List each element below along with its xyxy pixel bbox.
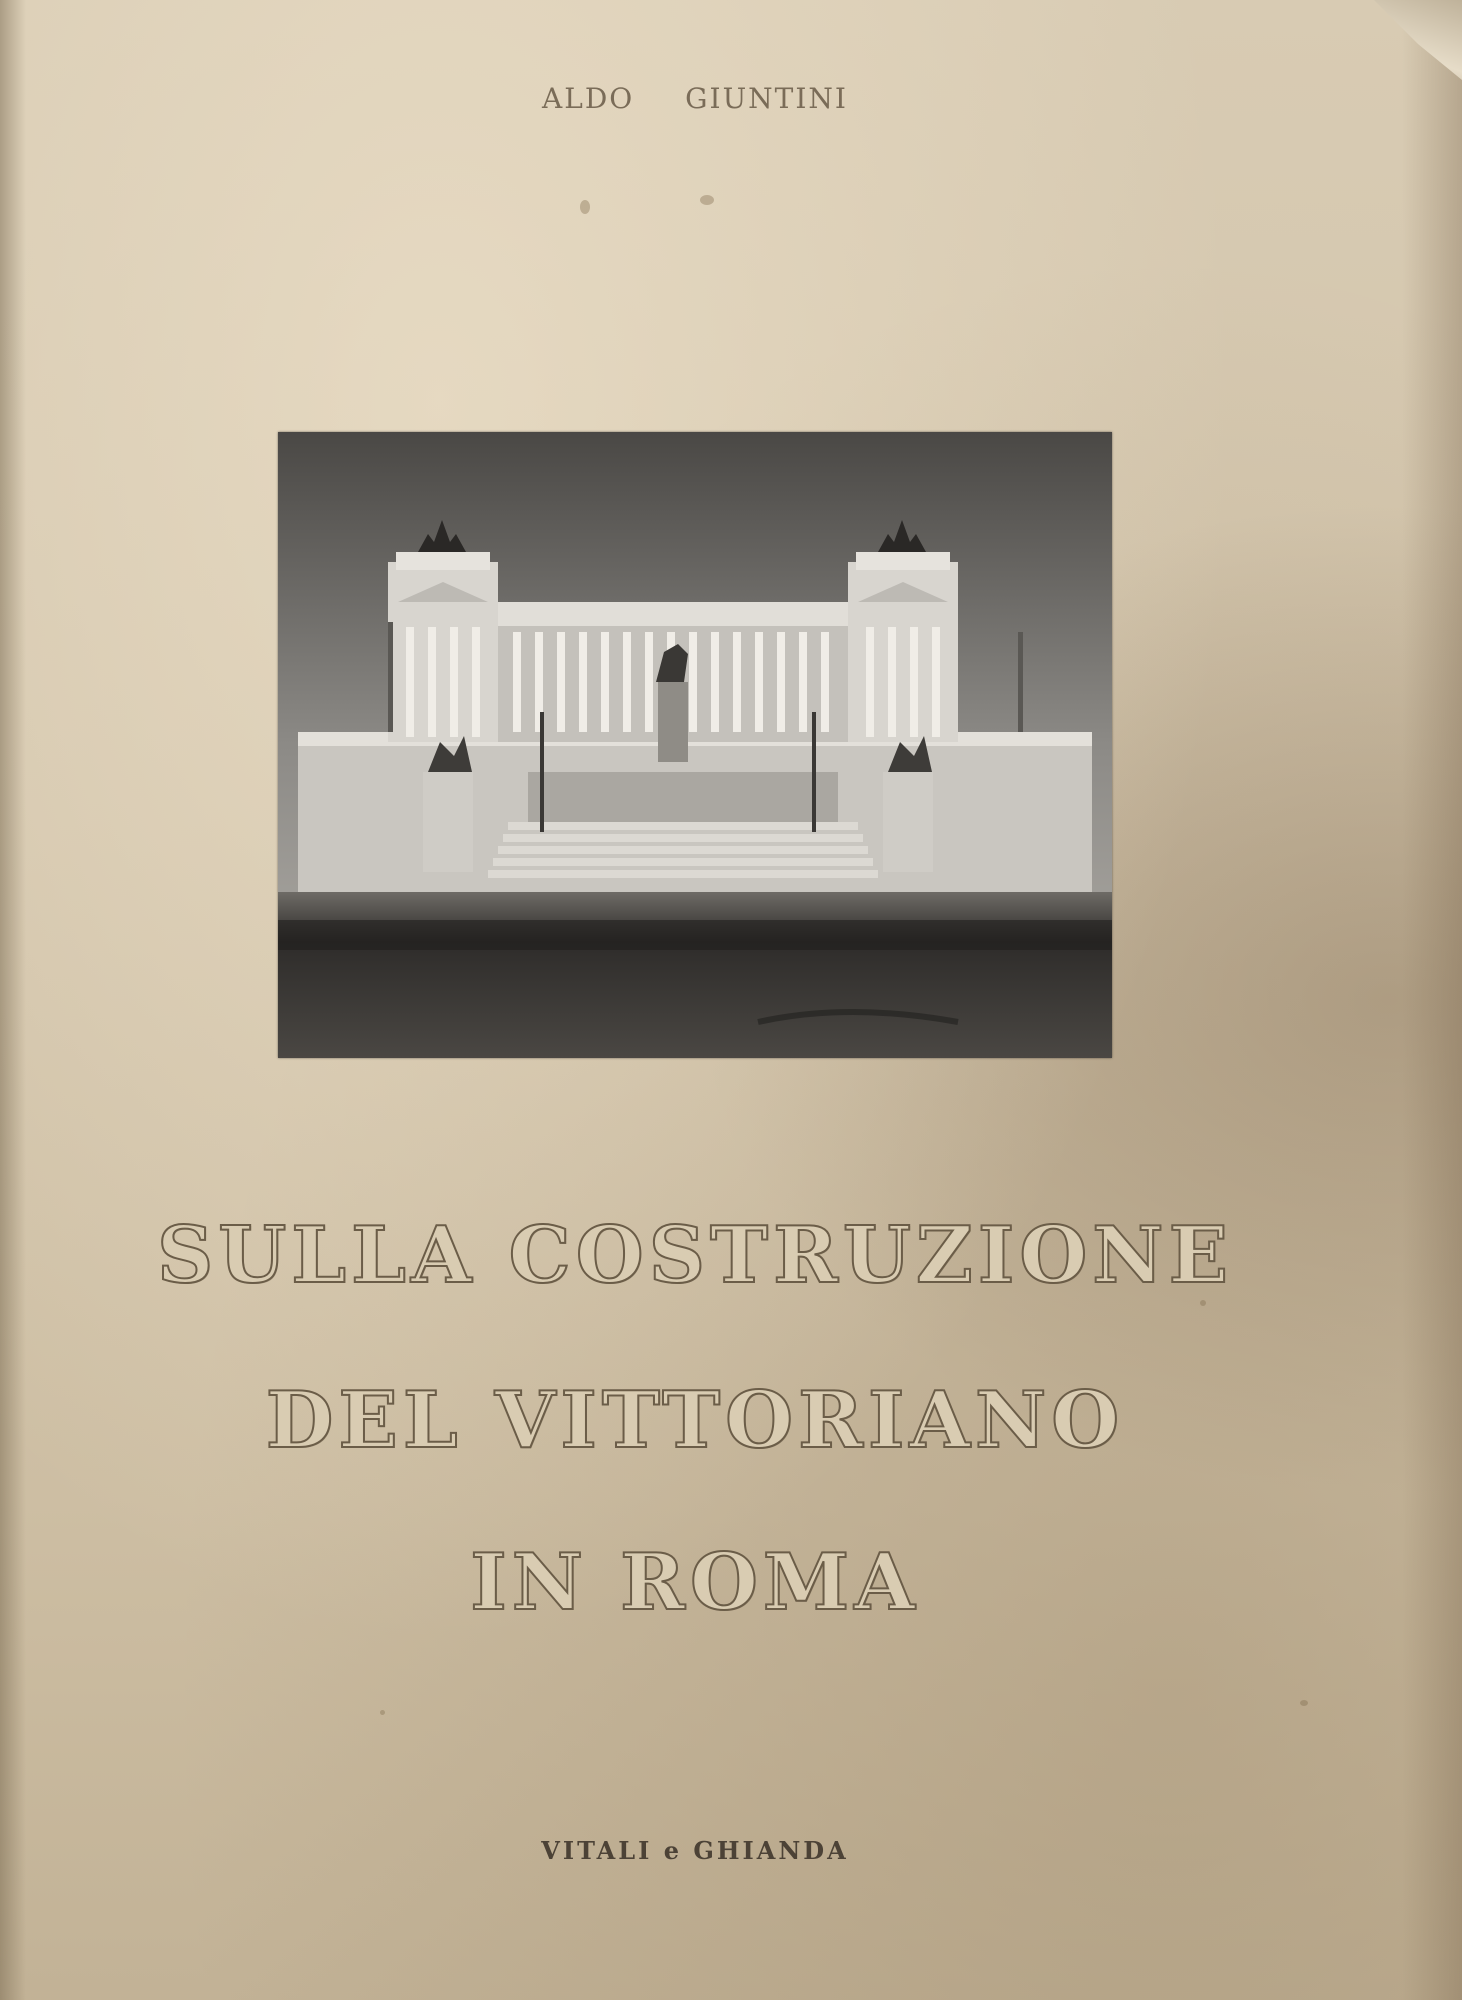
vittoriano-monument-photo [278, 432, 1112, 1058]
author-name: ALDO GIUNTINI [542, 82, 848, 115]
cover-right-edge [1402, 0, 1462, 2000]
paper-stain [380, 1710, 385, 1715]
paper-stain [1300, 1700, 1308, 1706]
cover-left-edge [0, 0, 26, 2000]
title-line-2: DEL VITTORIANO [265, 1375, 1125, 1466]
title-line-1: SULLA COSTRUZIONE [156, 1210, 1234, 1301]
publisher-name: VITALI e GHIANDA [541, 1836, 849, 1865]
title-line-3: IN ROMA [470, 1537, 920, 1628]
paper-stain [700, 195, 714, 205]
paper-stain [580, 200, 590, 214]
